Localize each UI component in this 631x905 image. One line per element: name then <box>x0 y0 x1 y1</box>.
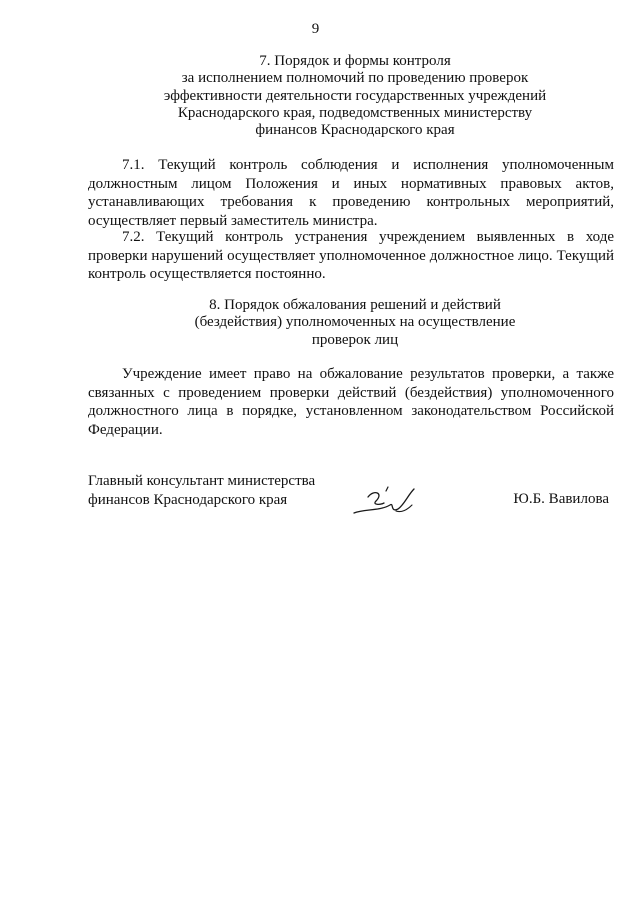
heading-line: финансов Краснодарского края <box>255 122 455 139</box>
section-8-heading <box>60 297 631 349</box>
heading-line: 7. Порядок и формы контроля <box>259 53 451 69</box>
handwritten-signature <box>350 483 430 523</box>
signer-position-line: Главный консультант министерства <box>88 473 316 489</box>
heading-line: Краснодарского края, подведомственных министерству <box>177 104 533 121</box>
heading-line: проверок лиц <box>311 331 399 348</box>
page-number: 9 <box>311 21 320 37</box>
paragraph-8: Учреждение имеет право на обжалование результатов проверки, а также связанных с проведением проверки действий (бездействия) уполномоченного должностного лица в порядке, установленном законодательством Российской Федерации. <box>88 366 614 438</box>
paragraph-7-2: 7.2. Текущий контроль устранения учреждением выявленных в ходе проверки нарушений осуществляет уполномоченное должностное лицо. Текущий контроль осуществляется постоянно. <box>88 229 614 282</box>
signer-name: Ю.Б. Вавилова <box>513 491 609 507</box>
paragraph-7-1: 7.1. Текущий контроль соблюдения и исполнения уполномоченным должностным лицом Положения и иных нормативных правовых актов, устанавливающих требования к проведению контрольных мероприятий, осуществляет первый заместитель министра. <box>88 157 614 229</box>
signer-position-line: финансов Краснодарского края <box>88 491 288 508</box>
heading-line: за исполнением полномочий по проведению проверок <box>181 70 529 87</box>
heading-line: эффективности деятельности государственных учреждений <box>163 87 547 104</box>
signer-position <box>88 472 315 509</box>
heading-line: (бездействия) уполномоченных на осуществление <box>194 314 516 331</box>
section-7-heading <box>60 53 631 139</box>
heading-line: 8. Порядок обжалования решений и действий <box>209 297 501 313</box>
